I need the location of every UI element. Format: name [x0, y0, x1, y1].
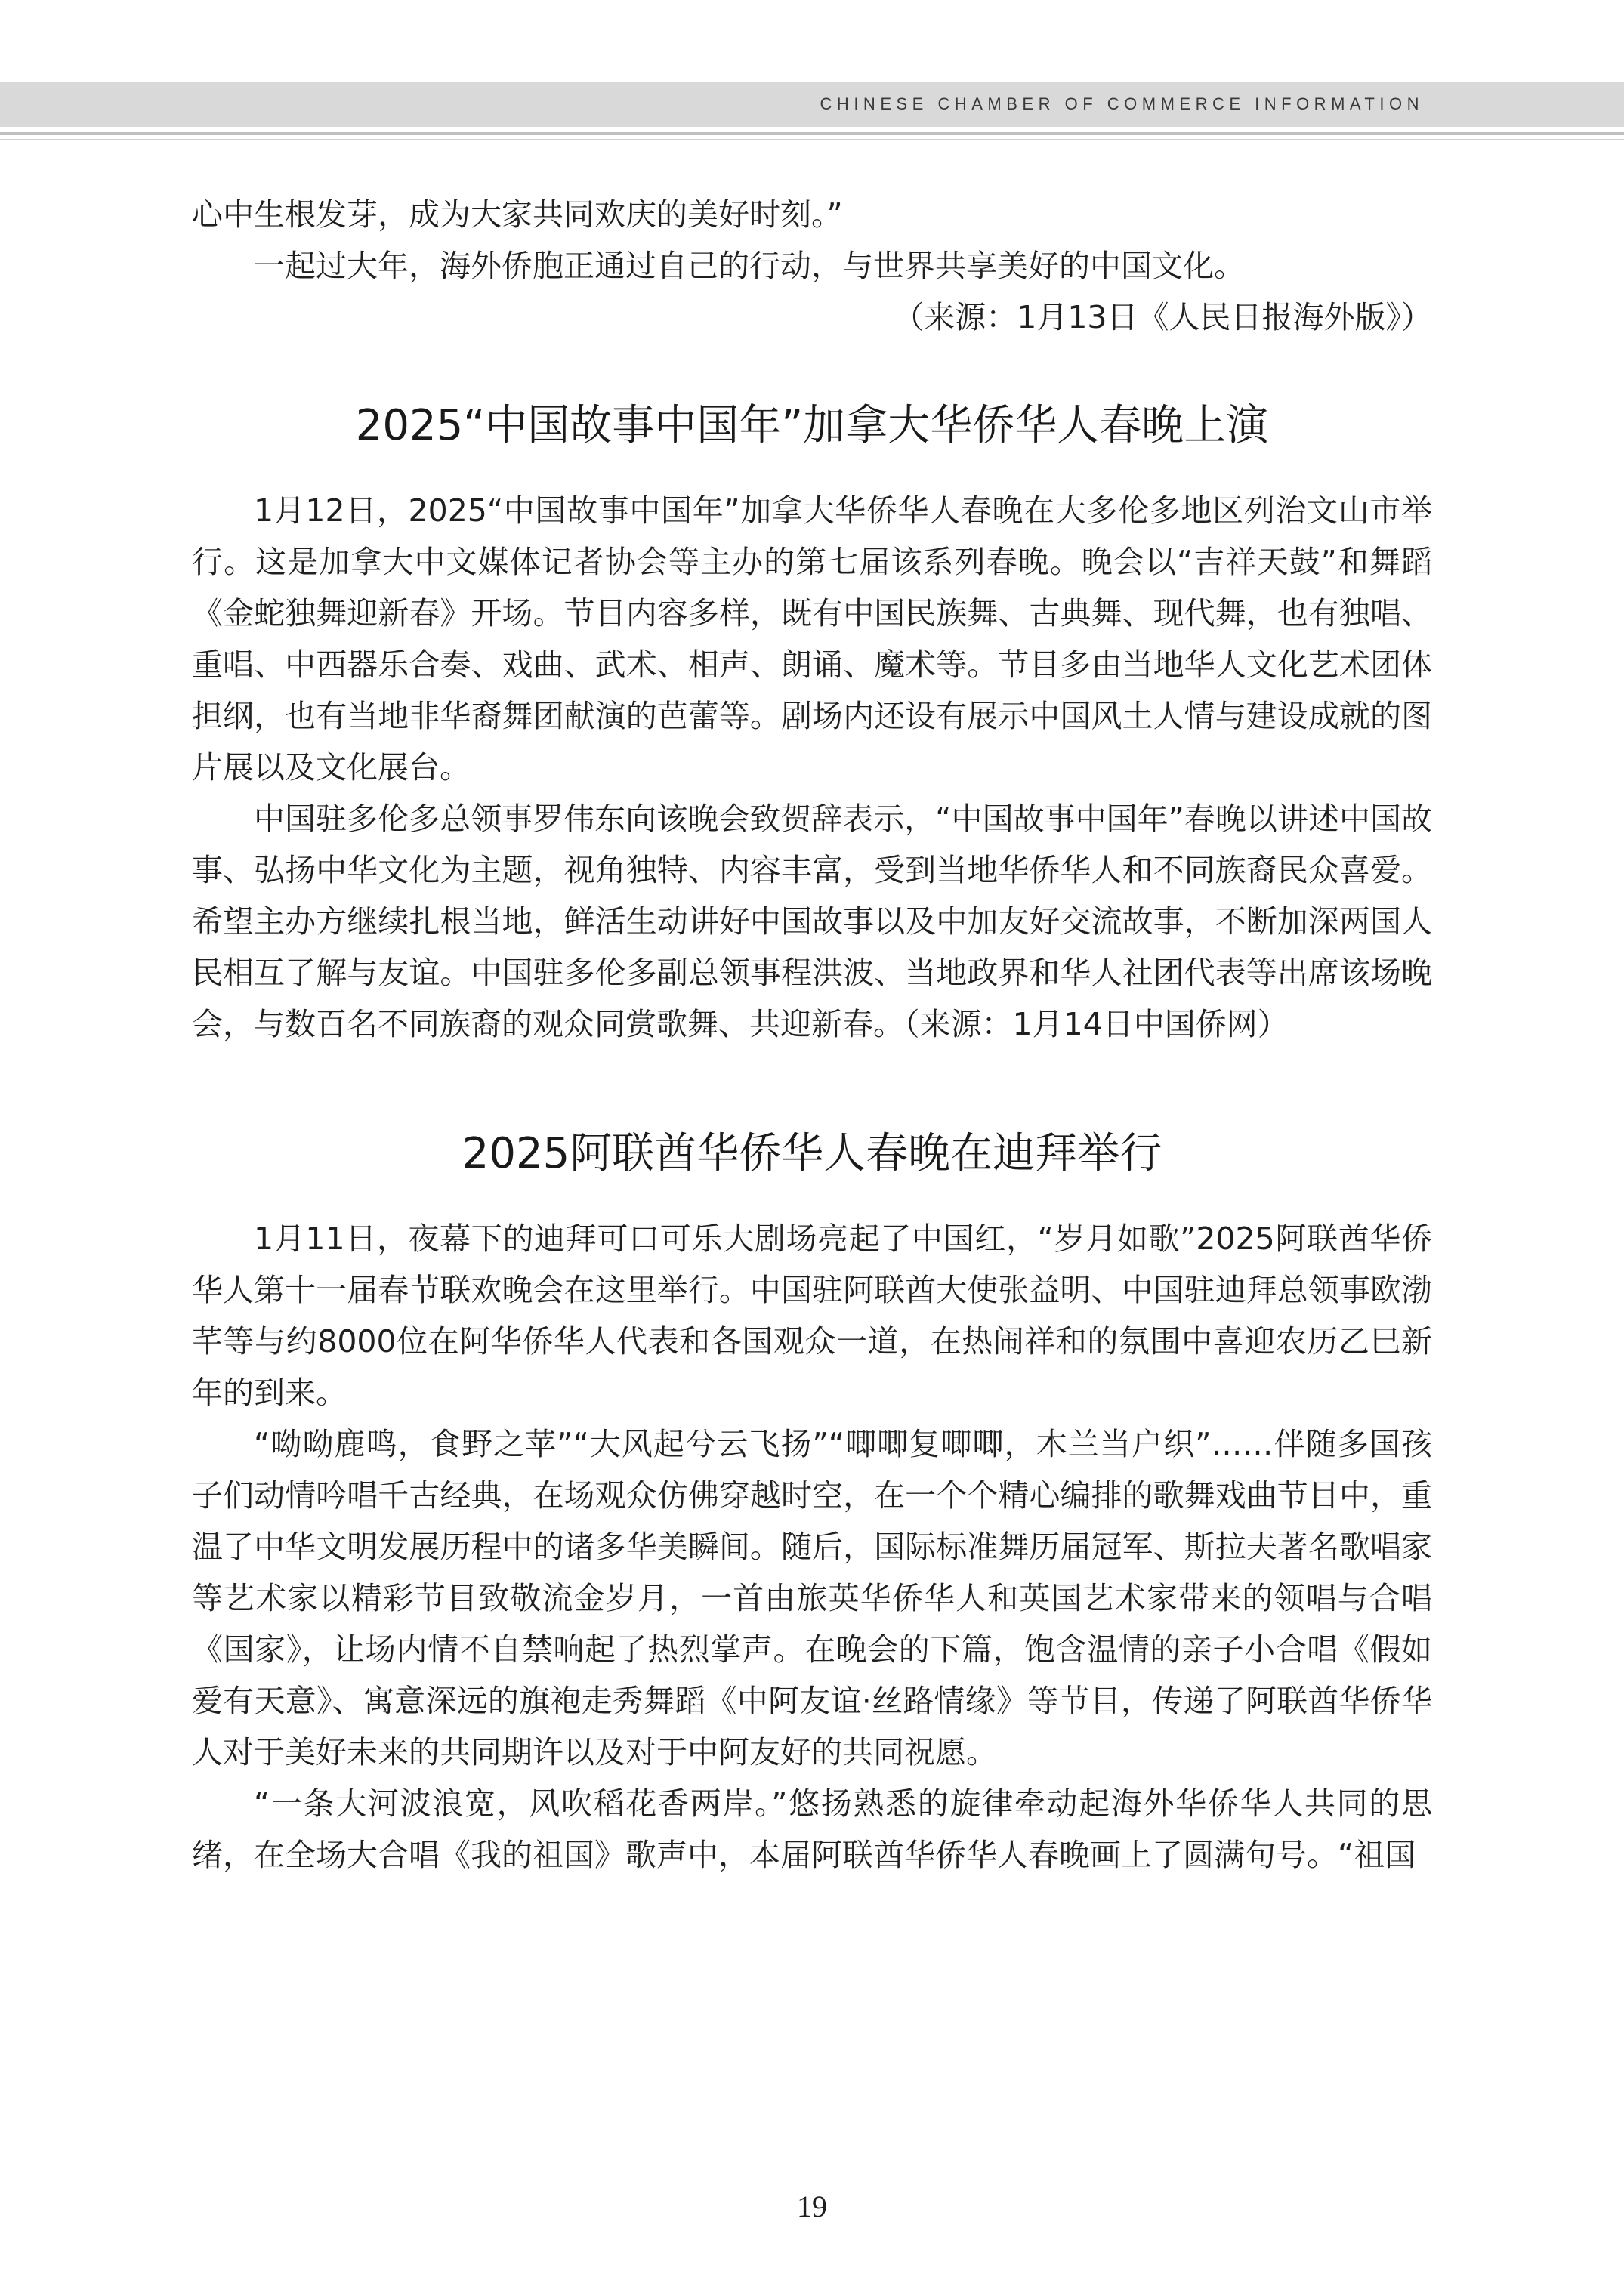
article-title-uae: 2025阿联酋华侨华人春晚在迪拜举行: [462, 1129, 1162, 1178]
running-header: CHINESE CHAMBER OF COMMERCE INFORMATION: [820, 94, 1424, 113]
page-content: [192, 189, 1432, 1881]
article-uae-paragraph-2: “呦呦鹿鸣，食野之苹”“大风起兮云飞扬”“唧唧复唧唧，木兰当户织”……伴随多国孩子们动情吟唱千古经典，在场观众仿佛穿越时空，在一个个精心编排的歌舞戏曲节目中，重温了中华文明发展历程中的诸多华美瞬间。随后，国际标准舞历届冠军、斯拉夫著名歌唱家等艺术家以精彩节目致敬流金岁月，一首由旅英华侨华人和英国艺术家带来的领唱与合唱《国家》，让场内情不自禁响起了热烈掌声。在晚会的下篇，饱含温情的亲子小合唱《假如爱有天意》、寓意深远的旗袍走秀舞蹈《中阿友谊·丝路情缘》等节目，传递了阿联酋华侨华人对于美好未来的共同期许以及对于中阿友好的共同祝愿。: [192, 1426, 1432, 1770]
header-rule-thin: [0, 139, 1624, 140]
header-rule: [0, 132, 1624, 135]
intro-paragraph-continued: 心中生根发芽，成为大家共同欢庆的美好时刻。”: [192, 196, 843, 233]
article-uae-paragraph-1: 1月11日，夜幕下的迪拜可口可乐大剧场亮起了中国红，“岁月如歌”2025阿联酋华侨华人第十一届春节联欢晚会在这里举行。中国驻阿联酋大使张益明、中国驻迪拜总领事欧渤芊等与约8000位在阿华侨华人代表和各国观众一道，在热闹祥和的氛围中喜迎农历乙巳新年的到来。: [192, 1221, 1432, 1411]
article-canada-paragraph-1: 1月12日，2025“中国故事中国年”加拿大华侨华人春晚在大多伦多地区列治文山市举行。这是加拿大中文媒体记者协会等主办的第七届该系列春晚。晚会以“吉祥天鼓”和舞蹈《金蛇独舞迎新春》开场。节目内容多样，既有中国民族舞、古典舞、现代舞，也有独唱、重唱、中西器乐合奏、戏曲、武术、相声、朗诵、魔术等。节目多由当地华人文化艺术团体担纲，也有当地非华裔舞团献演的芭蕾等。剧场内还设有展示中国风土人情与建设成就的图片展以及文化展台。: [192, 492, 1432, 785]
intro-source: （来源：1月13日《人民日报海外版》）: [893, 299, 1432, 335]
article-title-canada: 2025“中国故事中国年”加拿大华侨华人春晚上演: [355, 401, 1269, 450]
article-uae-paragraph-3: “一条大河波浪宽，风吹稻花香两岸。”悠扬熟悉的旋律牵动起海外华侨华人共同的思绪，在全场大合唱《我的祖国》歌声中，本届阿联酋华侨华人春晚画上了圆满句号。“祖国: [192, 1785, 1432, 1873]
page-number: 19: [797, 2190, 827, 2224]
article-canada-paragraph-2: 中国驻多伦多总领事罗伟东向该晚会致贺辞表示，“中国故事中国年”春晚以讲述中国故事、弘扬中华文化为主题，视角独特、内容丰富，受到当地华侨华人和不同族裔民众喜爱。希望主办方继续扎根当地，鲜活生动讲好中国故事以及中加友好交流故事，不断加深两国人民相互了解与友谊。中国驻多伦多副总领事程洪波、当地政界和华人社团代表等出席该场晚会，与数百名不同族裔的观众同赏歌舞、共迎新春。（来源：1月14日中国侨网）: [192, 801, 1432, 1042]
intro-paragraph: 一起过大年，海外侨胞正通过自己的行动，与世界共享美好的中国文化。: [254, 248, 1245, 284]
